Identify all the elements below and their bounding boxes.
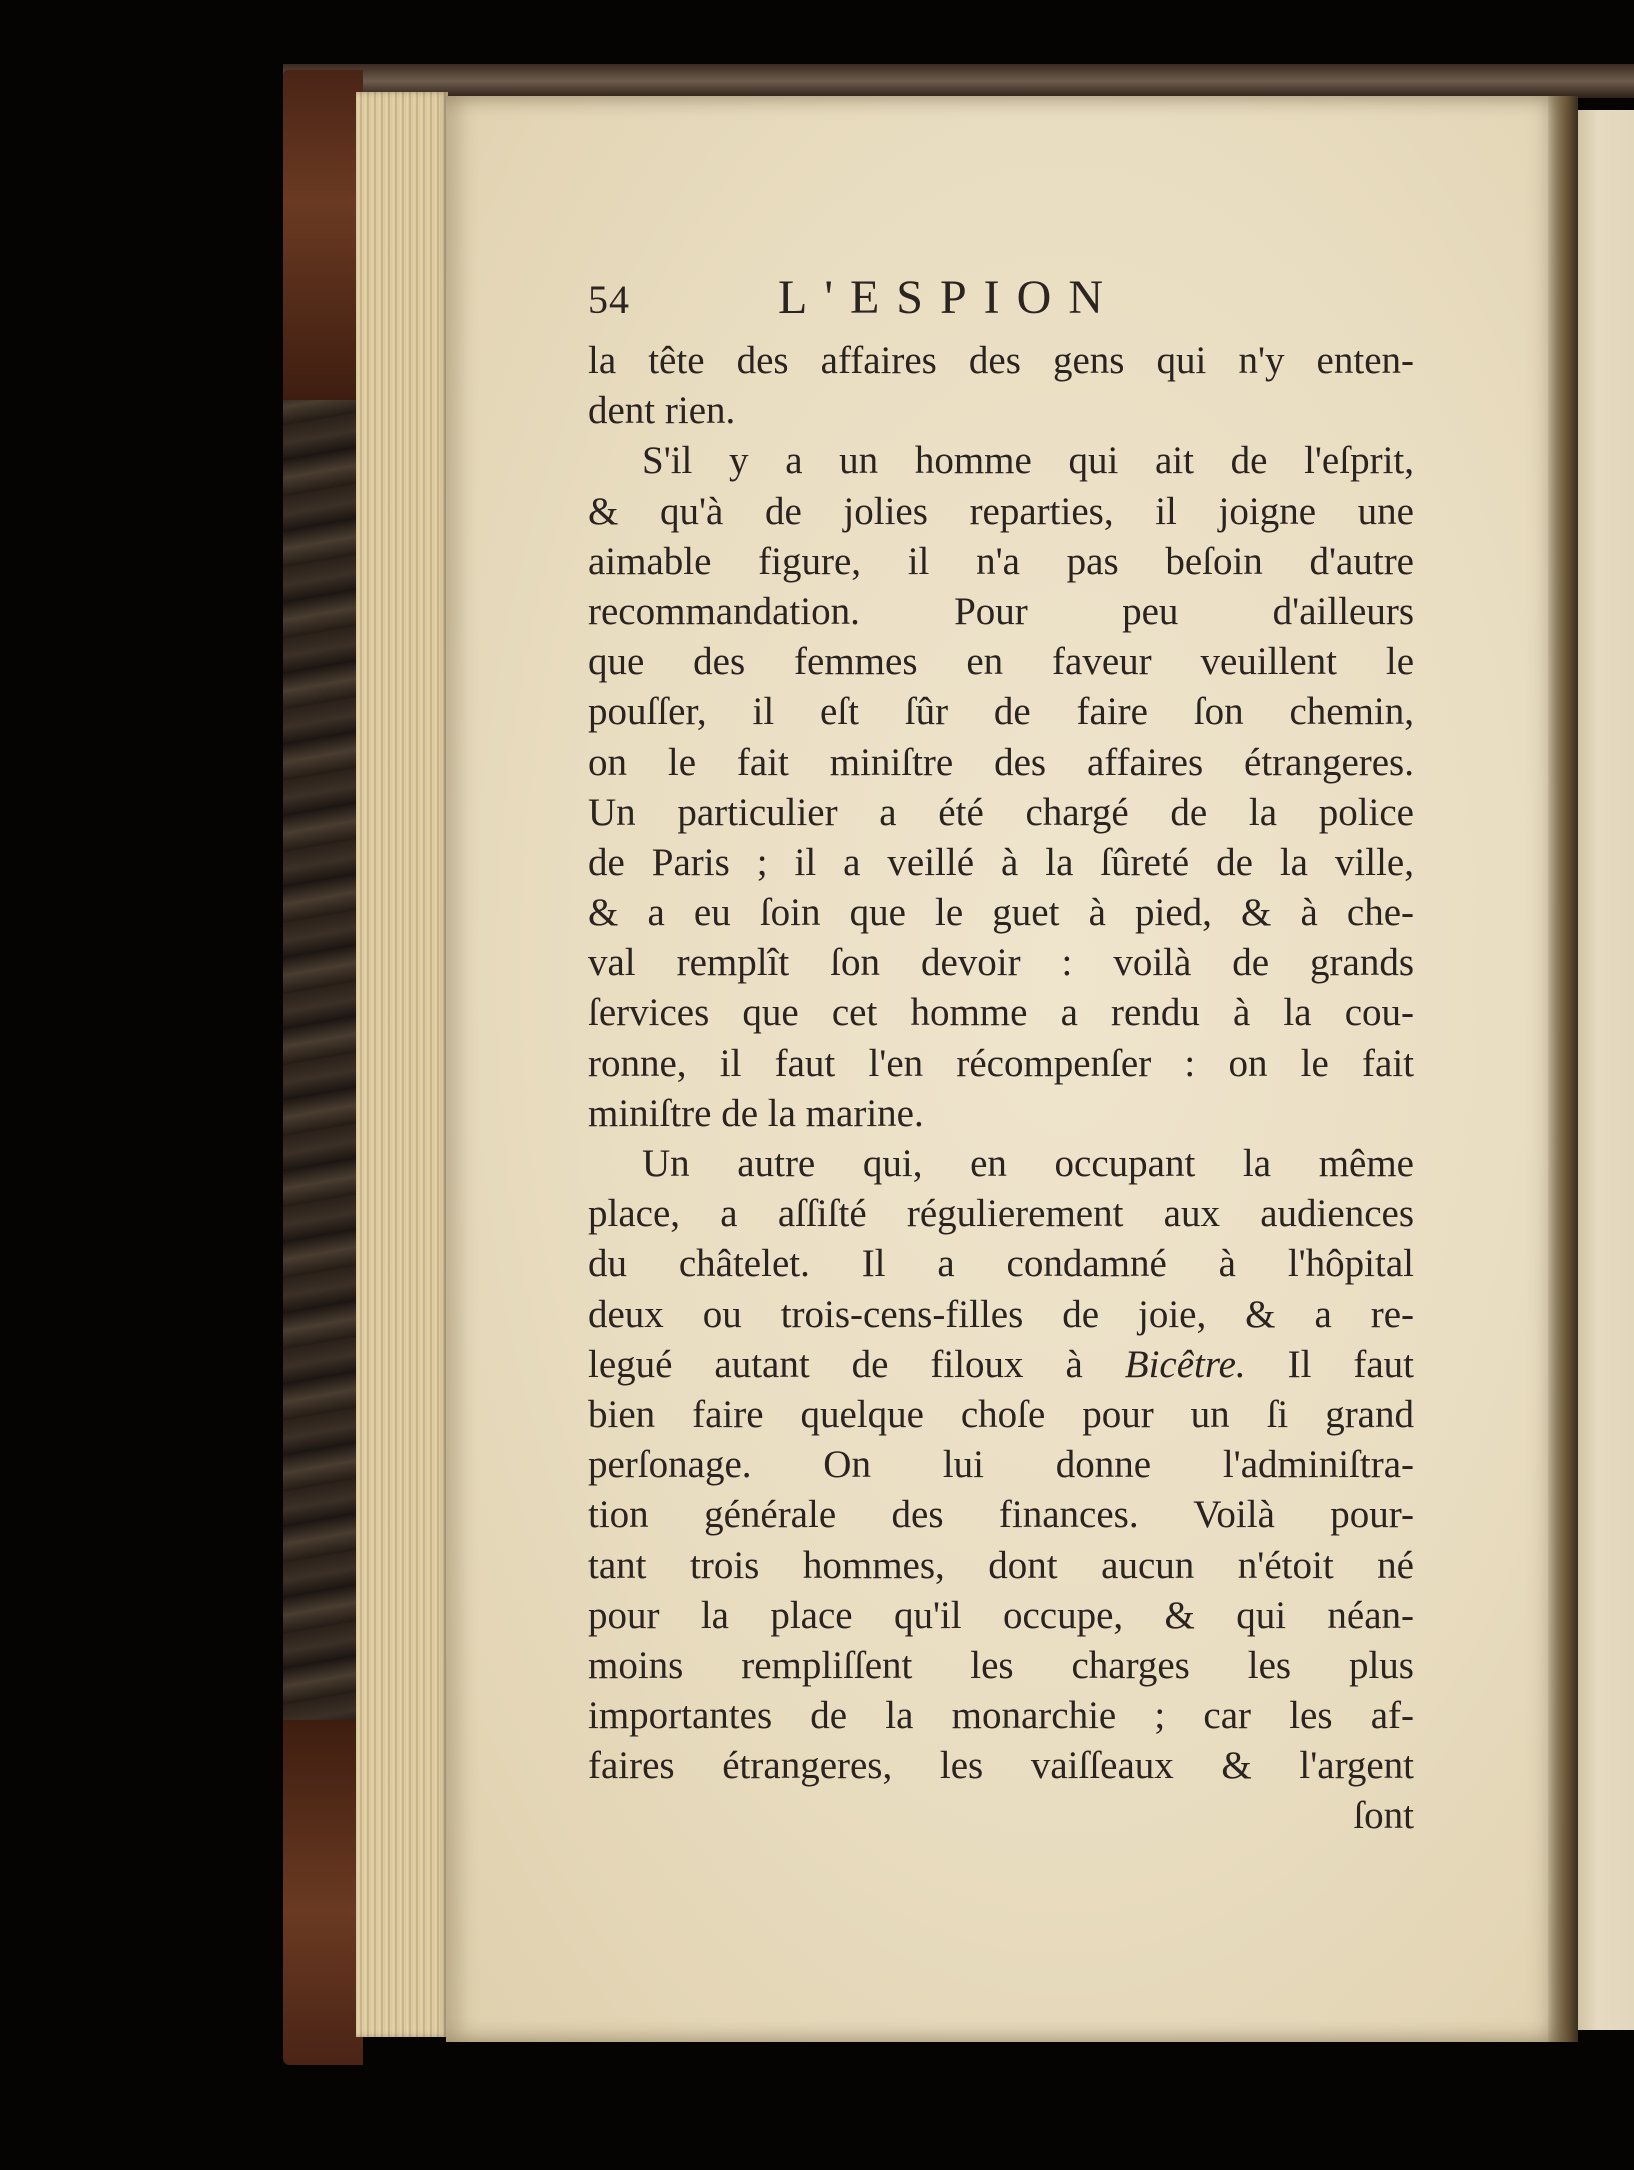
gutter-shadow bbox=[1548, 96, 1578, 2042]
body-text bbox=[588, 336, 1414, 1842]
text-line-end: Il faut bbox=[1245, 1342, 1414, 1386]
text-line: val remplît ſon devoir : voilà de grands bbox=[588, 941, 1414, 985]
text-line-start: legué autant de filoux à bbox=[588, 1342, 1125, 1386]
text-line: moins rempliſſent les charges les plus bbox=[588, 1643, 1414, 1687]
text-line: aimable figure, il n'a pas beſoin d'autre bbox=[588, 539, 1414, 583]
leather-corner-top bbox=[283, 70, 363, 400]
text-line: miniſtre de la marine. bbox=[588, 1091, 924, 1135]
text-line: Un particulier a été chargé de la police bbox=[588, 790, 1414, 834]
text-line: perſonage. On lui donne l'adminiſtra- bbox=[588, 1443, 1414, 1487]
text-line: pour la place qu'il occupe, & qui néan- bbox=[588, 1593, 1414, 1637]
text-line: & qu'à de jolies reparties, il joigne une bbox=[588, 489, 1414, 533]
page-edges bbox=[356, 92, 448, 2037]
facing-page bbox=[1574, 110, 1634, 2030]
text-line: ronne, il faut l'en récompenſer : on le fait bbox=[588, 1041, 1414, 1085]
italic-place-name: Bicêtre. bbox=[1124, 1342, 1246, 1386]
text-line: deux ou trois-cens-filles de joie, & a re- bbox=[588, 1292, 1414, 1336]
text-line: ſervices que cet homme a rendu à la cou- bbox=[588, 991, 1414, 1035]
text-line: place, a aſſiſté régulierement aux audiences bbox=[588, 1192, 1414, 1236]
text-line: du châtelet. Il a condamné à l'hôpital bbox=[588, 1242, 1414, 1286]
text-line: de Paris ; il a veillé à la ſûreté de la ville, bbox=[588, 840, 1414, 884]
book-top-edge bbox=[283, 64, 1634, 98]
text-line: pouſſer, il eſt ſûr de faire ſon chemin, bbox=[588, 690, 1414, 734]
text-line: faires étrangeres, les vaiſſeaux & l'argent bbox=[588, 1744, 1414, 1788]
catchword: ſont bbox=[1353, 1794, 1414, 1838]
text-line: importantes de la monarchie ; car les af- bbox=[588, 1694, 1414, 1738]
page-number: 54 bbox=[588, 277, 630, 322]
text-line: recommandation. Pour peu d'ailleurs bbox=[588, 589, 1414, 633]
running-header bbox=[588, 270, 1408, 330]
text-line: bien faire quelque choſe pour un ſi grand bbox=[588, 1392, 1414, 1436]
text-line: tion générale des finances. Voilà pour- bbox=[588, 1493, 1414, 1537]
text-line: que des femmes en faveur veuillent le bbox=[588, 640, 1414, 684]
text-line: S'il y a un homme qui ait de l'eſprit, bbox=[642, 439, 1414, 483]
leather-corner-bottom bbox=[283, 1720, 363, 2065]
text-line: tant trois hommes, dont aucun n'étoit né bbox=[588, 1543, 1414, 1587]
text-line: Un autre qui, en occupant la même bbox=[642, 1142, 1414, 1185]
text-line: la tête des affaires des gens qui n'y enten- bbox=[588, 339, 1414, 382]
running-title: L'ESPION bbox=[778, 271, 1120, 324]
text-line: dent rien. bbox=[588, 389, 736, 433]
text-line: on le fait miniſtre des affaires étrangeres. bbox=[588, 740, 1414, 784]
text-line-with-italic bbox=[588, 1340, 1414, 1390]
text-line: & a eu ſoin que le guet à pied, & à che- bbox=[588, 891, 1414, 935]
